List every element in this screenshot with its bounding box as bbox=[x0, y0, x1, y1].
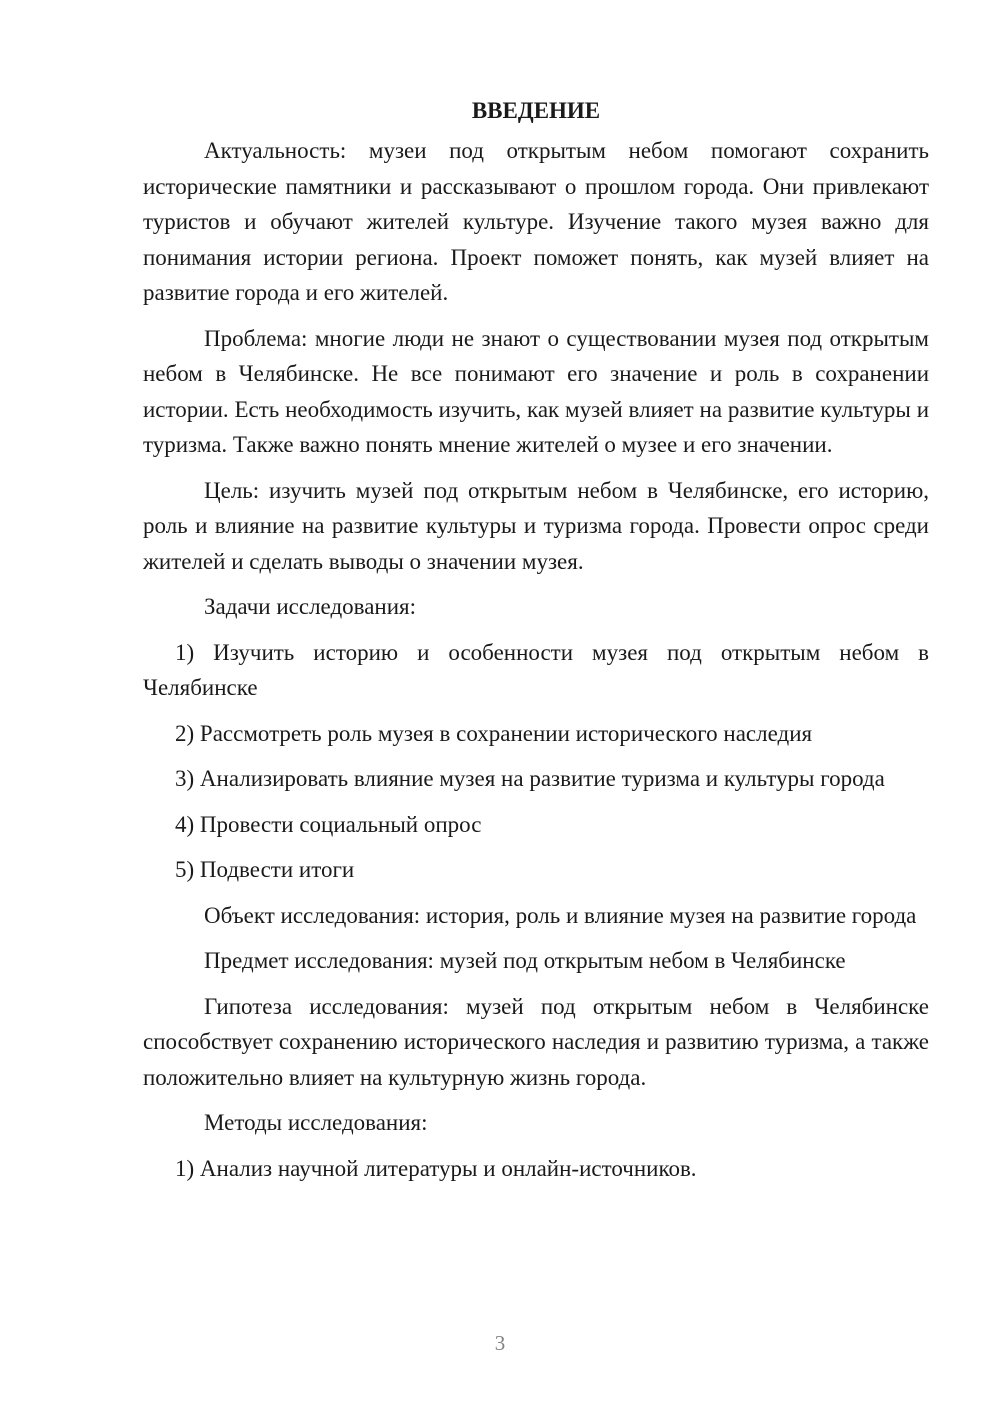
task-item: 4) Провести социальный опрос bbox=[175, 811, 482, 837]
problem-paragraph: Проблема: многие люди не знают о существовании музея под открытым небом в Челябинске. Не все понимают его значение и роль в сохранении истории. Есть необходимость изучить, как музей влияет на развитие культуры и туризма. Также важно понять мнение жителей о музее и его значении. bbox=[143, 325, 929, 457]
subject-paragraph: Предмет исследования: музей под открытым небом в Челябинске bbox=[204, 948, 846, 973]
relevance-paragraph: Актуальность: музеи под открытым небом помогают сохранить исторические памятники и рассказывают о прошлом города. Они привлекают туристов и обучают жителей культуре. Изучение такого музея важно для понимания истории региона. Проект поможет понять, как музей влияет на развитие города и его жителей. bbox=[143, 138, 929, 305]
method-item: 1) Анализ научной литературы и онлайн-источников. bbox=[175, 1155, 697, 1181]
task-item: 2) Рассмотреть роль музея в сохранении исторического наследия bbox=[175, 720, 813, 746]
page-number: 3 bbox=[494, 1331, 506, 1355]
task-item: 1) Изучить историю и особенности музея под открытым небом в Челябинске bbox=[143, 639, 929, 700]
task-item: 5) Подвести итоги bbox=[175, 857, 355, 882]
document-page bbox=[143, 88, 929, 1186]
section-title: ВВЕДЕНИЕ bbox=[471, 98, 601, 123]
object-paragraph: Объект исследования: история, роль и влияние музея на развитие города bbox=[204, 902, 917, 928]
tasks-heading: Задачи исследования: bbox=[204, 594, 417, 619]
goal-paragraph: Цель: изучить музей под открытым небом в Челябинске, его историю, роль и влияние на развитие культуры и туризма города. Провести опрос среди жителей и сделать выводы о значении музея. bbox=[143, 477, 929, 574]
task-item: 3) Анализировать влияние музея на развитие туризма и культуры города bbox=[175, 766, 885, 791]
methods-heading: Методы исследования: bbox=[204, 1110, 428, 1135]
hypothesis-paragraph: Гипотеза исследования: музей под открытым небом в Челябинске способствует сохранению исторического наследия и развитию туризма, а также положительно влияет на культурную жизнь города. bbox=[143, 993, 929, 1090]
